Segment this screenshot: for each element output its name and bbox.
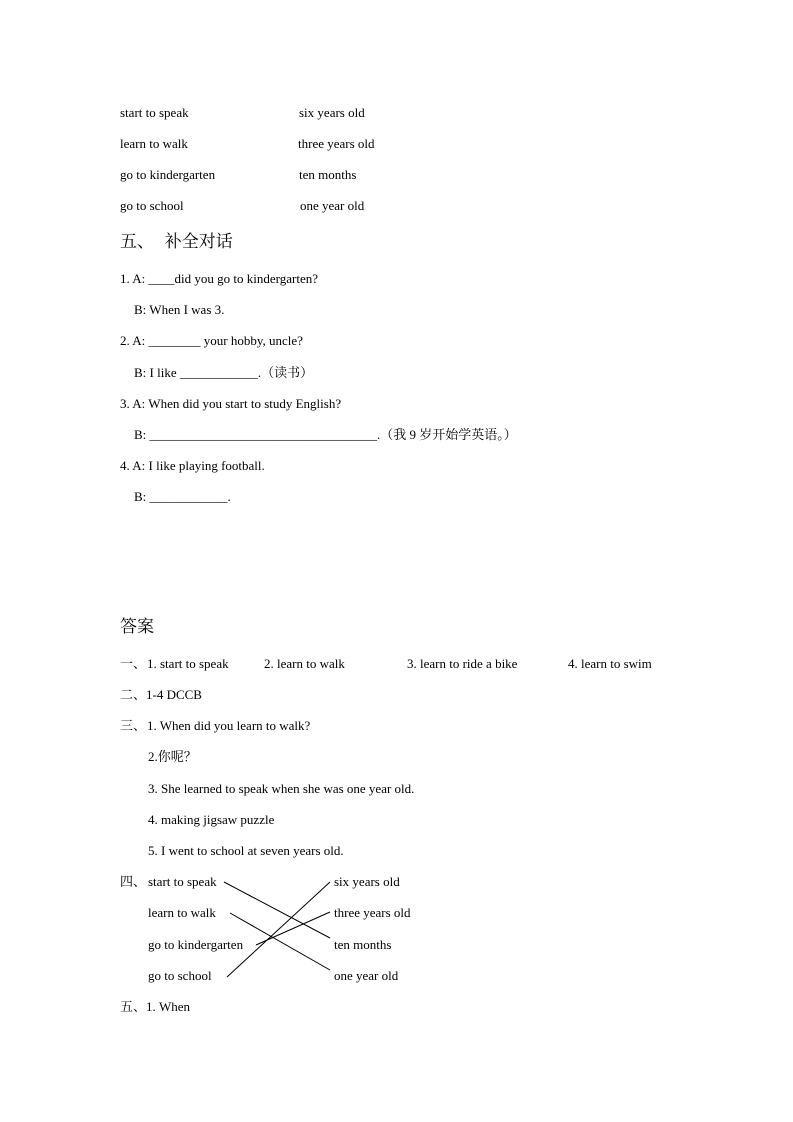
answers-heading: 答案 <box>120 617 154 637</box>
answer-item: 2.你呢？ <box>148 749 197 764</box>
answer-item: 4. making jigsaw puzzle <box>148 812 275 827</box>
answer-item: 1. When did you learn to walk? <box>147 718 311 733</box>
answer-item: 1. start to speak <box>147 656 229 671</box>
match-line <box>230 913 330 970</box>
match-left: go to kindergarten <box>120 167 216 182</box>
answer-item: 3. She learned to speak when she was one year old. <box>148 781 415 796</box>
section-heading: 五、 补全对话 <box>120 232 233 252</box>
answer-item: 5. I went to school at seven years old. <box>148 843 344 858</box>
dialog-line: 1. A: ____did you go to kindergarten? <box>120 271 318 286</box>
answer-match-left: start to speak <box>148 874 217 889</box>
dialog-line: 2. A: ________ your hobby, uncle? <box>120 333 303 348</box>
answer-line: 二、1-4 DCCB <box>120 687 202 702</box>
answer-prefix: 四、 <box>120 874 147 889</box>
answer-match-right: three years old <box>334 905 411 920</box>
answer-line: 五、1. When <box>120 999 191 1014</box>
answer-match-right: one year old <box>334 968 399 983</box>
answer-item: 2. learn to walk <box>264 656 345 671</box>
match-left: start to speak <box>120 105 189 120</box>
match-left: go to school <box>120 198 184 213</box>
answer-prefix: 三、 <box>120 718 147 733</box>
dialog-line: B: I like ____________.（读书） <box>134 365 314 380</box>
answer-prefix: 一、 <box>120 656 147 671</box>
answer-match-left: learn to walk <box>148 905 216 920</box>
match-left: learn to walk <box>120 136 188 151</box>
dialog-line: B: When I was 3. <box>134 302 225 317</box>
dialog-line: 4. A: I like playing football. <box>120 458 265 473</box>
answer-match-right: six years old <box>334 874 400 889</box>
match-right: ten months <box>299 167 357 182</box>
match-line <box>224 882 330 938</box>
answer-item: 3. learn to ride a bike <box>407 656 518 671</box>
answer-match-left: go to kindergarten <box>148 937 244 952</box>
match-right: three years old <box>298 136 375 151</box>
answer-match-right: ten months <box>334 937 392 952</box>
dialog-line: 3. A: When did you start to study English? <box>120 396 342 411</box>
dialog-line: B: ____________. <box>134 489 231 504</box>
answer-match-left: go to school <box>148 968 212 983</box>
dialog-line: B: ___________________________________.（我 9 岁开始学英语。） <box>134 427 517 442</box>
match-right: six years old <box>299 105 365 120</box>
answer-item: 4. learn to swim <box>568 656 652 671</box>
match-right: one year old <box>300 198 365 213</box>
